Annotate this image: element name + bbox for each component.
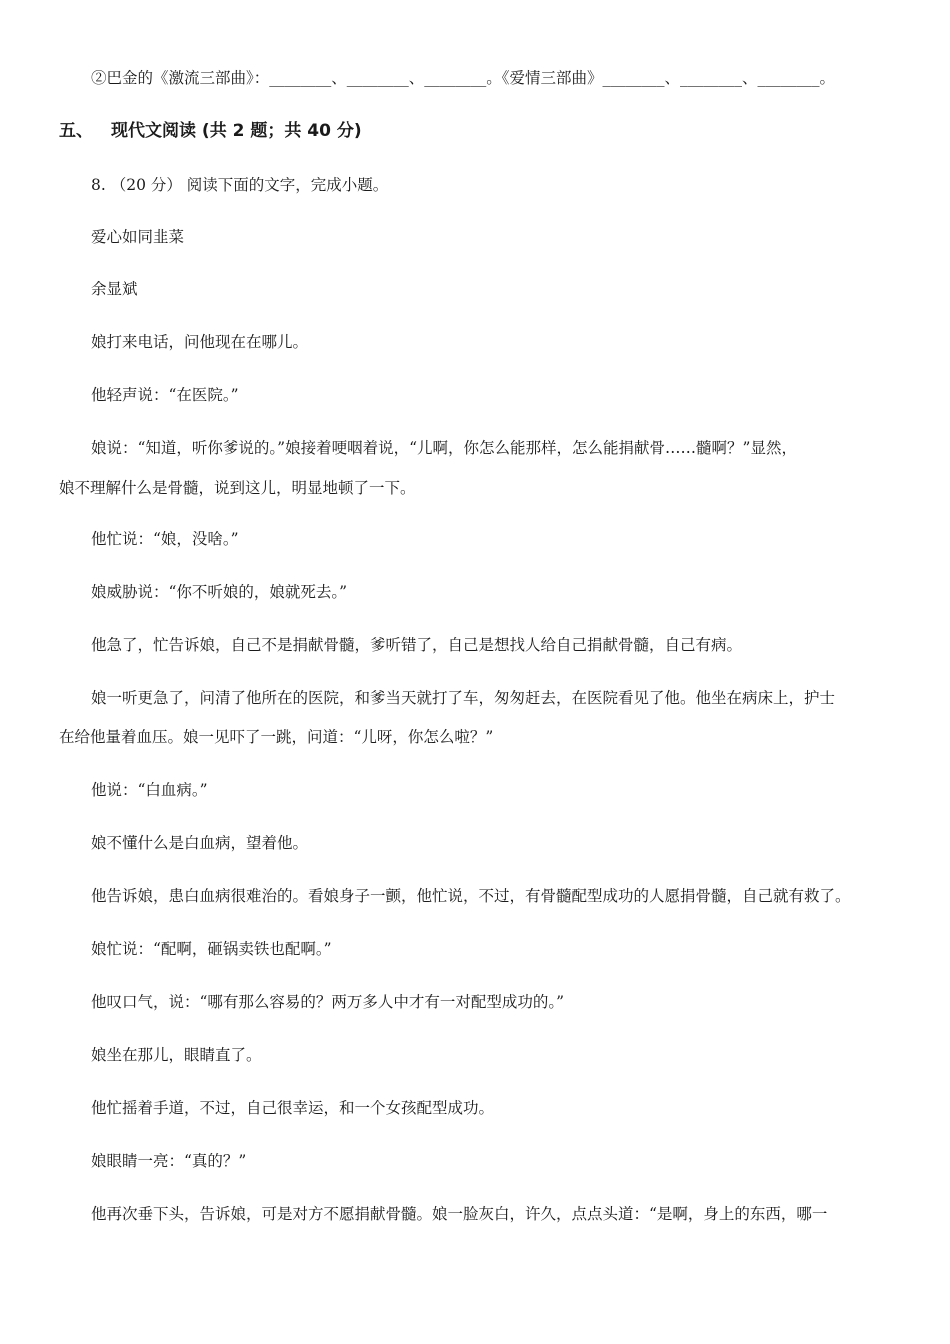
section-title: 现代文阅读 (共 2 题；共 40 分) bbox=[111, 121, 362, 141]
section-number: 五、 bbox=[59, 121, 93, 141]
paragraph: 他叹口气，说：“哪有那么容易的？两万多人中才有一对配型成功的。” bbox=[91, 993, 565, 1011]
paragraph: 娘威胁说：“你不听娘的，娘就死去。” bbox=[91, 583, 348, 601]
paragraph: 他忙说：“娘，没啥。” bbox=[91, 530, 239, 548]
paragraph: 娘一听更急了，问清了他所在的医院，和爹当天就打了车，匆匆赶去，在医院看见了他。他坐在病床上，护士 bbox=[91, 689, 836, 707]
paragraph: 娘打来电话，问他现在在哪儿。 bbox=[91, 333, 309, 351]
paragraph: 他告诉娘，患白血病很难治的。看娘身子一颤，他忙说，不过，有骨髓配型成功的人愿捐骨髓，自己就有救了。 bbox=[91, 887, 851, 905]
paragraph-continuation: 娘不理解什么是骨髓，说到这儿，明显地顿了一下。 bbox=[59, 479, 416, 497]
article-author: 余显斌 bbox=[91, 280, 138, 298]
paragraph: 娘忙说：“配啊，砸锅卖铁也配啊。” bbox=[91, 940, 332, 958]
works-fill-in-line: ②巴金的《激流三部曲》：________、________、________。《爱情三部曲》________、________、________。 bbox=[91, 69, 836, 87]
paragraph-continuation: 在给他量着血压。娘一见吓了一跳，问道：“儿呀，你怎么啦？” bbox=[59, 728, 494, 746]
paragraph: 娘眼睛一亮：“真的？” bbox=[91, 1152, 247, 1170]
paragraph: 娘坐在那儿，眼睛直了。 bbox=[91, 1046, 262, 1064]
paragraph: 娘说：“知道，听你爹说的。”娘接着哽咽着说，“儿啊，你怎么能那样，怎么能捐献骨……髓啊？”显然， bbox=[91, 439, 797, 457]
paragraph: 他轻声说：“在医院。” bbox=[91, 386, 239, 404]
article-title: 爱心如同韭菜 bbox=[91, 228, 185, 246]
paragraph: 他急了，忙告诉娘，自己不是捐献骨髓，爹听错了，自己是想找人给自己捐献骨髓，自己有病。 bbox=[91, 636, 743, 654]
paragraph: 他再次垂下头，告诉娘，可是对方不愿捐献骨髓。娘一脸灰白，许久，点点头道：“是啊，身上的东西，哪一 bbox=[91, 1205, 828, 1223]
paragraph: 他忙摇着手道，不过，自己很幸运，和一个女孩配型成功。 bbox=[91, 1099, 495, 1117]
paragraph: 娘不懂什么是白血病，望着他。 bbox=[91, 834, 309, 852]
question-stem: 8. （20 分） 阅读下面的文字，完成小题。 bbox=[91, 176, 389, 194]
section-heading bbox=[59, 120, 362, 142]
paragraph: 他说：“白血病。” bbox=[91, 781, 208, 799]
